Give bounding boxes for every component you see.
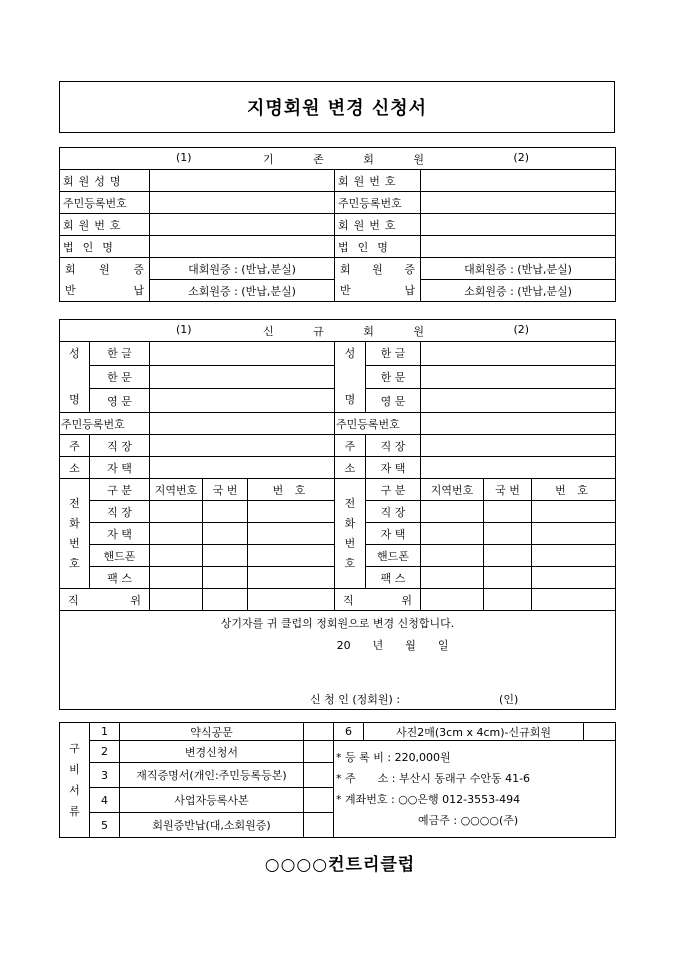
existing-member-no-field-1[interactable]: [150, 214, 335, 236]
position-label-2: 직 위: [335, 589, 421, 611]
phone-label-left: [60, 479, 90, 589]
phone-fax-area-1[interactable]: [150, 567, 203, 589]
new-header-mid: 신 규 회 원: [263, 324, 443, 338]
phone-label-r-3: 호: [344, 556, 356, 570]
phone-label-l-3: 호: [69, 556, 80, 570]
existing-card-label-2: [335, 258, 421, 302]
phone-home-exchange-2[interactable]: [484, 523, 532, 545]
phone-kind-fax-1: 팩 스: [90, 567, 150, 589]
phone-kind-home-2: 자 택: [366, 523, 421, 545]
phone-work-exchange-2[interactable]: [484, 501, 532, 523]
existing-resident-label-1: 주민등록번호: [60, 192, 150, 214]
address-kind-work-1: 직 장: [90, 435, 150, 457]
phone-fax-area-2[interactable]: [421, 567, 484, 589]
phone-label-r-1: 화: [344, 516, 356, 530]
existing-card-top-1[interactable]: 대회원증 : (반납,분실): [150, 258, 335, 280]
phone-head-number-2: 번 호: [532, 479, 616, 501]
new-resident-field-1[interactable]: [150, 413, 335, 435]
name-kind-hangul-1: 한 글: [90, 342, 150, 366]
phone-work-area-1[interactable]: [150, 501, 203, 523]
phone-fax-number-2[interactable]: [532, 567, 616, 589]
existing-corp-label-2: 법인명: [335, 236, 421, 258]
card-label-top-2: 회 원 증: [340, 262, 415, 276]
name-label-top-right: 성: [344, 347, 356, 360]
name-kind-hangul-2: 한 글: [366, 342, 421, 366]
info-account: * 계좌번호 : ○○은행 012-3553-494: [336, 793, 521, 806]
declaration-applicant[interactable]: 신 청 인 (정회원) : (인): [310, 693, 519, 706]
name-kind-english-2: 영 문: [366, 389, 421, 413]
existing-card-bottom-2[interactable]: 소회원증 : (반납,분실): [421, 280, 616, 302]
doc-check-4[interactable]: [304, 788, 334, 813]
existing-header-mid: 기 존 회 원: [263, 152, 442, 166]
info-fee: * 등 록 비 : 220,000원: [336, 751, 451, 764]
name-english-field-2[interactable]: [421, 389, 616, 413]
existing-corp-label-1: 법인명: [60, 236, 150, 258]
phone-label-right: [335, 479, 366, 589]
phone-head-kind-1: 구 분: [90, 479, 150, 501]
documents-label: [60, 723, 90, 838]
phone-mobile-exchange-1[interactable]: [203, 545, 248, 567]
name-kind-hanja-1: 한 문: [90, 365, 150, 389]
info-block: [334, 741, 616, 838]
document-title: 지명회원 변경 신청서: [246, 98, 428, 119]
phone-label-l-0: 전: [69, 496, 80, 510]
documents-section: [59, 722, 615, 838]
phone-kind-home-1: 자 택: [90, 523, 150, 545]
phone-home-exchange-1[interactable]: [203, 523, 248, 545]
existing-number-field-2[interactable]: [421, 170, 616, 192]
phone-home-area-2[interactable]: [421, 523, 484, 545]
phone-label-l-2: 번: [69, 536, 80, 550]
phone-mobile-number-2[interactable]: [532, 545, 616, 567]
doc-name-6: 사진2매(3cm x 4cm)-신규회원: [364, 723, 584, 741]
phone-kind-mobile-1: 핸드폰: [90, 545, 150, 567]
card-label-bottom-1: 반 납: [65, 283, 144, 297]
info-holder: 예금주 : ○○○○(주): [418, 814, 519, 827]
existing-member-table: [59, 147, 616, 302]
name-kind-hanja-2: 한 문: [366, 365, 421, 389]
new-resident-label-1: 주민등록번호: [60, 413, 150, 435]
phone-mobile-exchange-2[interactable]: [484, 545, 532, 567]
phone-work-exchange-1[interactable]: [203, 501, 248, 523]
new-member-section: [59, 319, 615, 710]
existing-member-section: [59, 147, 615, 302]
declaration-statement: 상기자를 귀 클럽의 정회원으로 변경 신청합니다.: [220, 617, 455, 630]
club-name-footer: ○○○○컨트리클럽: [264, 855, 416, 875]
existing-member-no-label-1: 회원번호: [60, 214, 150, 236]
phone-mobile-area-1[interactable]: [150, 545, 203, 567]
new-resident-label-2: 주민등록번호: [335, 413, 421, 435]
phone-kind-mobile-2: 핸드폰: [366, 545, 421, 567]
phone-label-r-2: 번: [344, 536, 356, 550]
address-work-field-2[interactable]: [421, 435, 616, 457]
name-hanja-field-1[interactable]: [150, 365, 335, 389]
position-field-2c[interactable]: [532, 589, 616, 611]
doc-no-1: 1: [90, 723, 120, 741]
position-field-1b[interactable]: [203, 589, 248, 611]
card-label-bottom-2: 반 납: [340, 283, 415, 297]
doc-check-6[interactable]: [584, 723, 616, 741]
existing-header-left: (1): [176, 150, 192, 164]
address-label-top-1: 주: [60, 435, 90, 457]
existing-corp-field-2[interactable]: [421, 236, 616, 258]
documents-label-0: 구: [69, 742, 80, 755]
existing-resident-field-1[interactable]: [150, 192, 335, 214]
name-label-top-left: 성: [69, 347, 80, 360]
position-field-2b[interactable]: [484, 589, 532, 611]
phone-label-l-1: 화: [69, 516, 80, 530]
phone-head-exchange-2: 국 번: [484, 479, 532, 501]
name-label-right: [335, 342, 366, 413]
phone-work-area-2[interactable]: [421, 501, 484, 523]
name-kind-english-1: 영 문: [90, 389, 150, 413]
existing-name-field-1[interactable]: [150, 170, 335, 192]
new-header-right: (2): [513, 322, 530, 336]
new-resident-field-2[interactable]: [421, 413, 616, 435]
phone-head-exchange-1: 국 번: [203, 479, 248, 501]
documents-label-3: 류: [69, 805, 80, 818]
doc-check-1[interactable]: [304, 723, 334, 741]
doc-check-5[interactable]: [304, 813, 334, 838]
doc-name-4: 사업자등록사본: [120, 788, 304, 813]
existing-resident-field-2[interactable]: [421, 192, 616, 214]
documents-label-2: 서: [69, 784, 80, 797]
title-box: [59, 81, 615, 133]
address-label-top-2: 주: [335, 435, 366, 457]
phone-mobile-number-1[interactable]: [248, 545, 335, 567]
phone-kind-work-1: 직 장: [90, 501, 150, 523]
name-hangul-field-2[interactable]: [421, 342, 616, 366]
phone-head-kind-2: 구 분: [366, 479, 421, 501]
new-header-left: (1): [176, 322, 192, 336]
address-kind-work-2: 직 장: [366, 435, 421, 457]
doc-no-6: 6: [334, 723, 364, 741]
info-address: * 주 소 : 부산시 동래구 수안동 41-6: [336, 772, 531, 785]
position-field-1c[interactable]: [248, 589, 335, 611]
existing-number-label: 회원번호: [335, 170, 421, 192]
position-field-2a[interactable]: [421, 589, 484, 611]
doc-name-1: 약식공문: [120, 723, 304, 741]
phone-kind-work-2: 직 장: [366, 501, 421, 523]
card-label-top-1: 회 원 증: [65, 262, 144, 276]
doc-name-3: 재직증명서(개인:주민등록등본): [120, 763, 304, 788]
phone-work-number-1[interactable]: [248, 501, 335, 523]
doc-check-2[interactable]: [304, 741, 334, 763]
phone-label-r-0: 전: [344, 496, 356, 510]
address-kind-home-1: 자 택: [90, 457, 150, 479]
name-english-field-1[interactable]: [150, 389, 335, 413]
name-hangul-field-1[interactable]: [150, 342, 335, 366]
doc-no-2: 2: [90, 741, 120, 763]
position-label-1: 직 위: [60, 589, 150, 611]
address-home-field-2[interactable]: [421, 457, 616, 479]
address-label-bottom-1: 소: [60, 457, 90, 479]
declaration-cell: [60, 611, 616, 710]
doc-no-3: 3: [90, 763, 120, 788]
phone-head-area-1: 지역번호: [150, 479, 203, 501]
phone-home-number-2[interactable]: [532, 523, 616, 545]
doc-no-4: 4: [90, 788, 120, 813]
phone-mobile-area-2[interactable]: [421, 545, 484, 567]
phone-head-area-2: 지역번호: [421, 479, 484, 501]
existing-card-label-1: [60, 258, 150, 302]
documents-label-1: 비: [69, 763, 80, 776]
address-work-field-1[interactable]: [150, 435, 335, 457]
existing-member-no-field-2[interactable]: [421, 214, 616, 236]
doc-no-5: 5: [90, 813, 120, 838]
new-member-table: [59, 319, 616, 710]
doc-check-3[interactable]: [304, 763, 334, 788]
phone-head-number-1: 번 호: [248, 479, 335, 501]
declaration-date[interactable]: 20 년 월 일: [336, 639, 449, 652]
existing-name-label: 회원성명: [60, 170, 150, 192]
phone-work-number-2[interactable]: [532, 501, 616, 523]
position-field-1a[interactable]: [150, 589, 203, 611]
existing-resident-label-2: 주민등록번호: [335, 192, 421, 214]
existing-header-right: (2): [513, 150, 529, 164]
documents-table: [59, 722, 616, 838]
phone-fax-exchange-1[interactable]: [203, 567, 248, 589]
phone-kind-fax-2: 팩 스: [366, 567, 421, 589]
existing-card-bottom-1[interactable]: 소회원증 : (반납,분실): [150, 280, 335, 302]
phone-home-area-1[interactable]: [150, 523, 203, 545]
name-label-bottom-left: 명: [69, 393, 80, 406]
name-label-left: [60, 342, 90, 413]
name-label-bottom-right: 명: [344, 393, 356, 406]
existing-card-top-2[interactable]: 대회원증 : (반납,분실): [421, 258, 616, 280]
doc-name-5: 회원증반납(대,소회원증): [120, 813, 304, 838]
doc-name-2: 변경신청서: [120, 741, 304, 763]
existing-corp-field-1[interactable]: [150, 236, 335, 258]
existing-member-no-label-2: 회원번호: [335, 214, 421, 236]
phone-home-number-1[interactable]: [248, 523, 335, 545]
name-hanja-field-2[interactable]: [421, 365, 616, 389]
phone-fax-exchange-2[interactable]: [484, 567, 532, 589]
address-label-bottom-2: 소: [335, 457, 366, 479]
address-kind-home-2: 자 택: [366, 457, 421, 479]
address-home-field-1[interactable]: [150, 457, 335, 479]
phone-fax-number-1[interactable]: [248, 567, 335, 589]
